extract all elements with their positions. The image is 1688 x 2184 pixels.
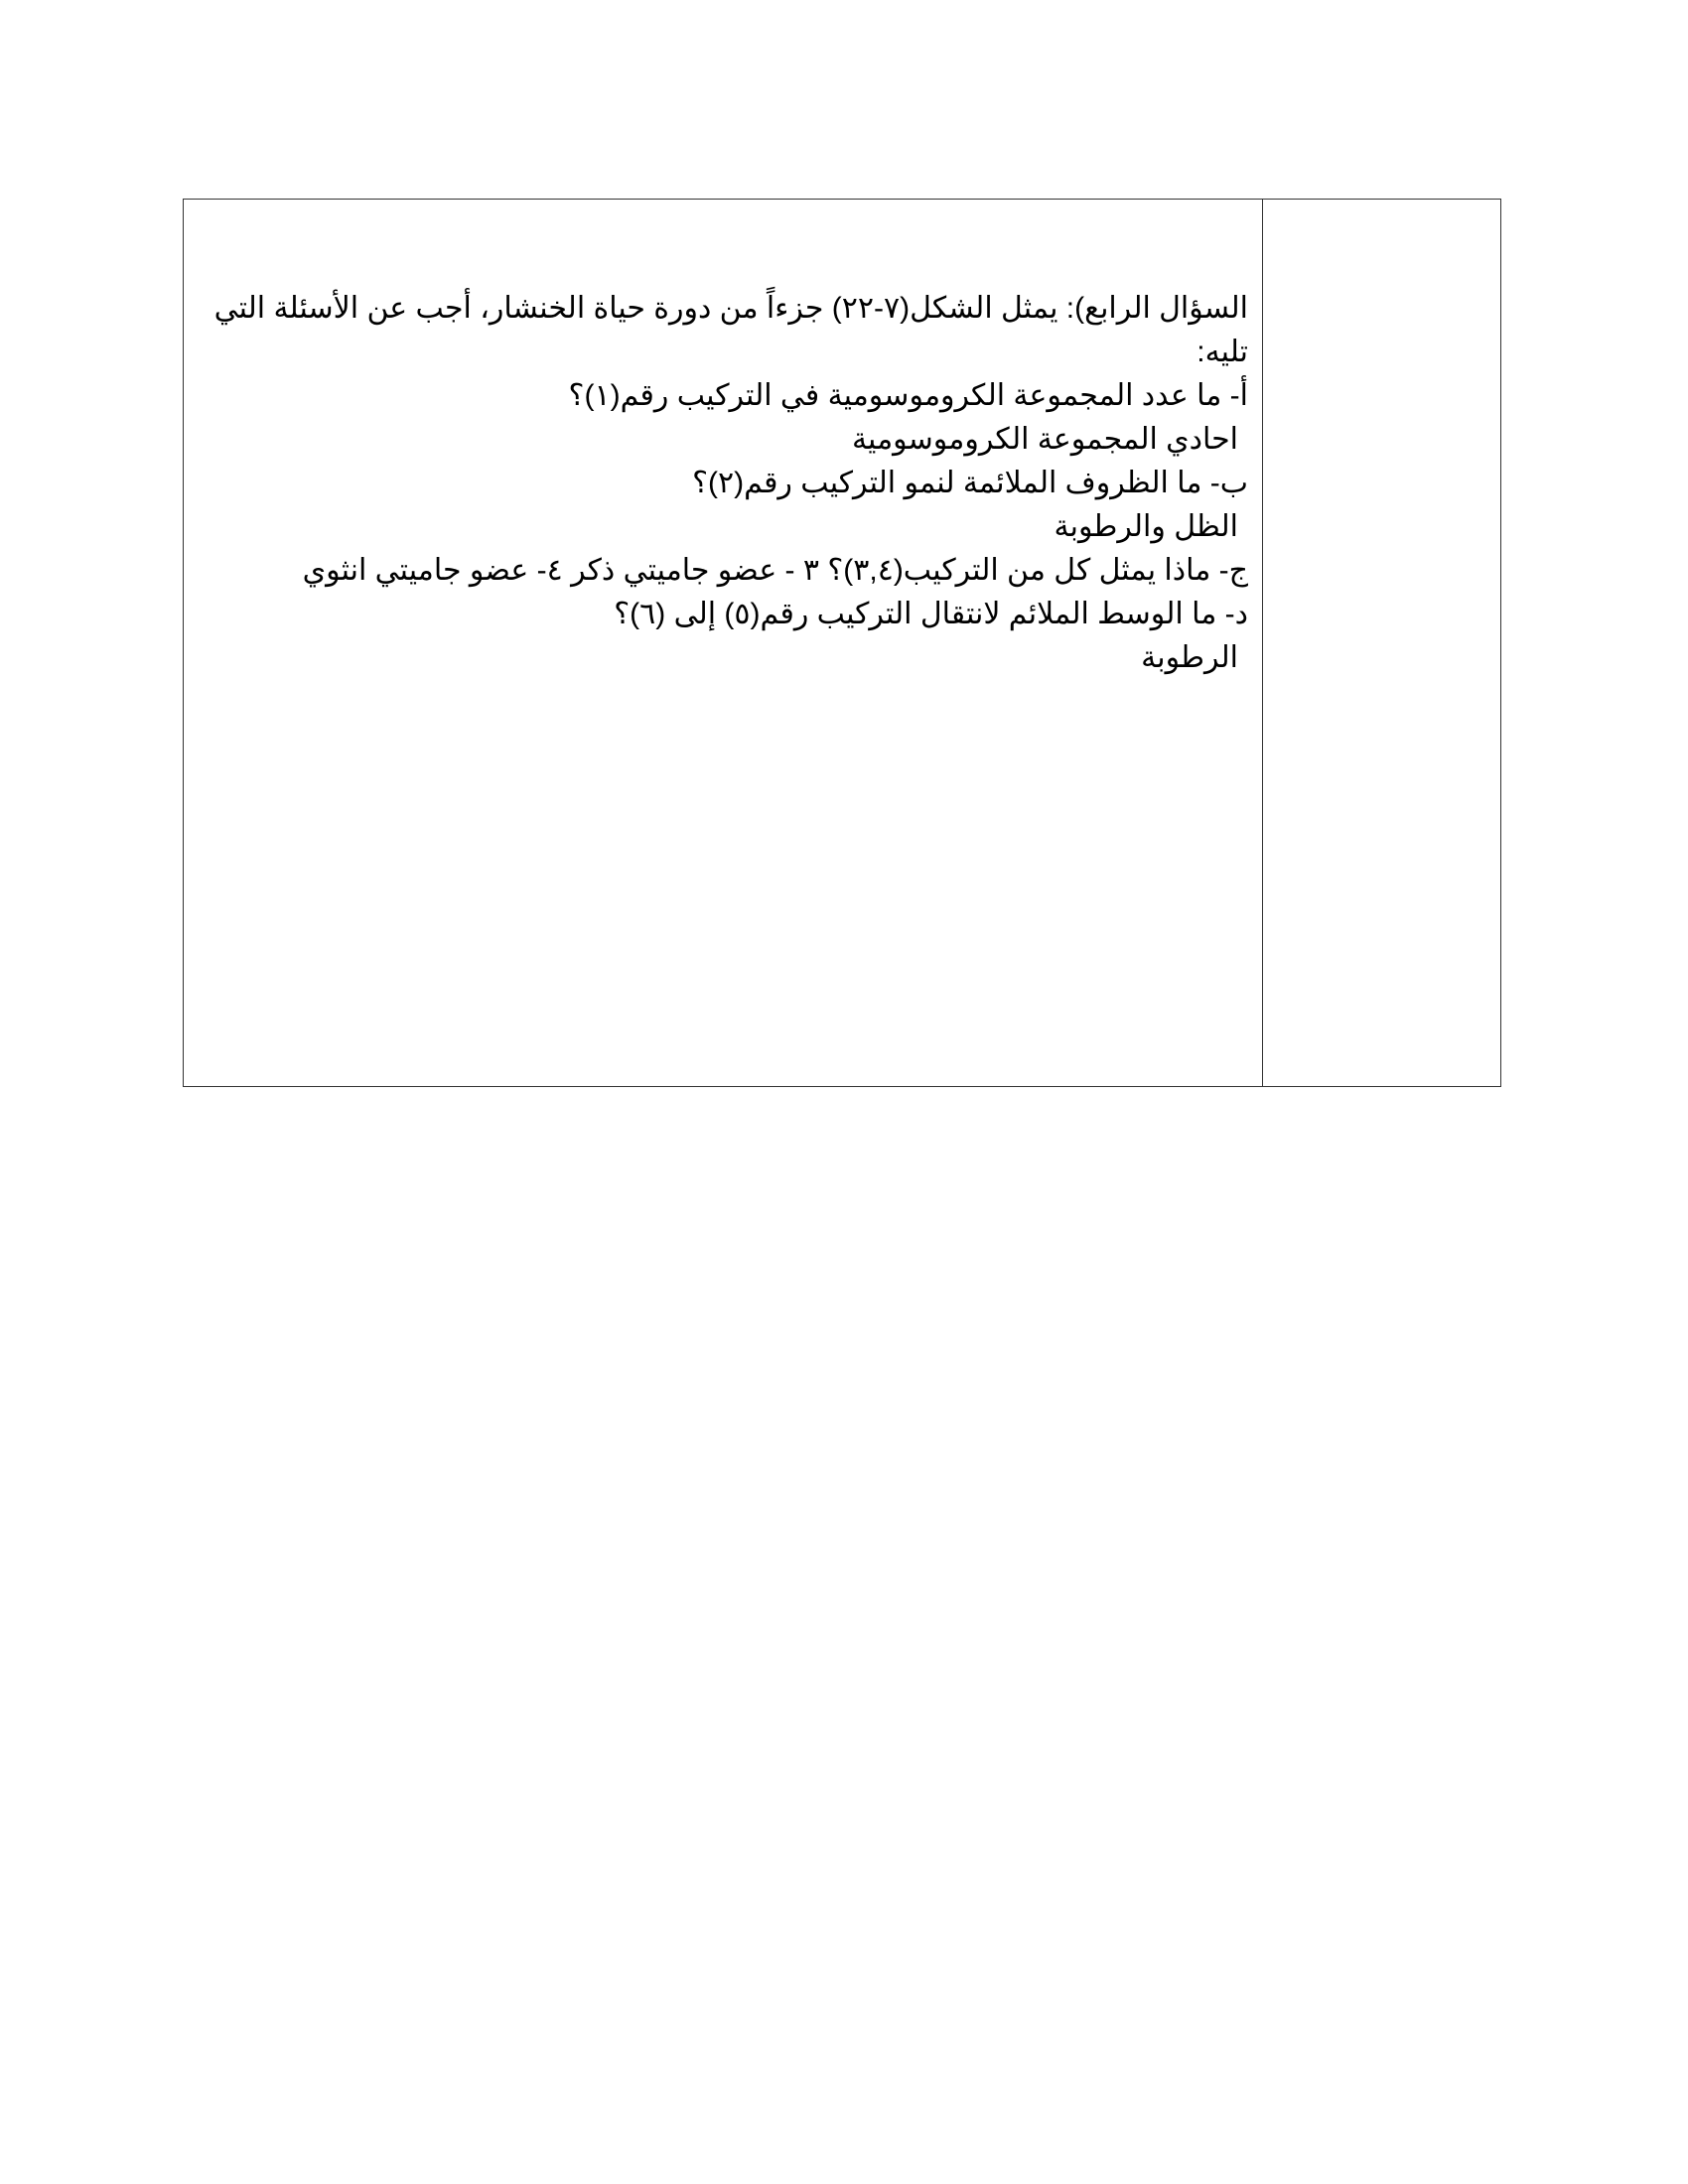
question-item-b: ب- ما الظروف الملائمة لنمو التركيب رقم(٢)؟ — [692, 467, 1248, 499]
answer-b: الظل والرطوبة — [1054, 510, 1238, 543]
answer-a: احادي المجموعة الكروموسومية — [851, 423, 1238, 456]
question-item-c: ج- ماذا يمثل كل من التركيب(٣,٤)؟ ٣ - عضو جاميتي ذكر ٤- عضو جاميتي انثوي — [302, 554, 1248, 587]
question-item-a: أ- ما عدد المجموعة الكروموسومية في التركيب رقم(١)؟ — [568, 379, 1248, 412]
question-title: السؤال الرابع): يمثل الشكل(٧-٢٢) جزءاً من دورة حياة الخنشار، أجب عن الأسئلة التي تليه: — [213, 292, 1248, 368]
answer-d: الرطوبة — [1141, 641, 1238, 674]
empty-side-cell — [1262, 200, 1500, 1086]
question-table — [183, 199, 1501, 1087]
question-block — [196, 287, 1248, 680]
question-cell — [184, 200, 1262, 1086]
question-item-d: د- ما الوسط الملائم لانتقال التركيب رقم(٥) إلى (٦)؟ — [614, 598, 1248, 630]
